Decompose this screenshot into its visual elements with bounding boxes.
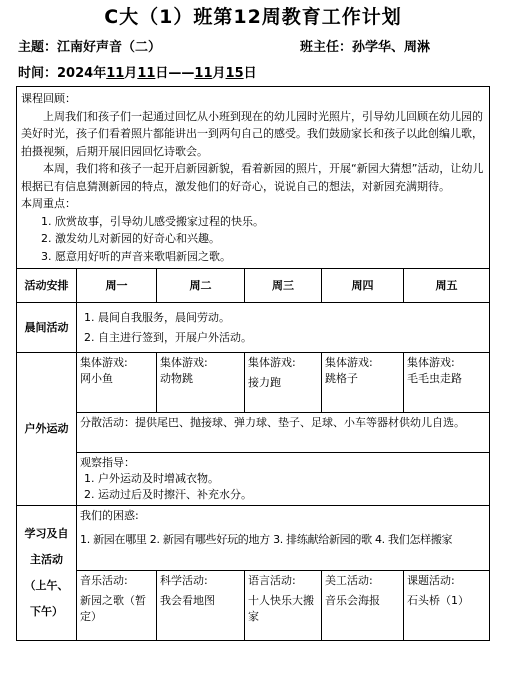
activity-name: 音乐会海报 — [325, 594, 380, 607]
theme-value: 江南好声音（二） — [57, 40, 162, 55]
study-label-line: 学习及自 — [24, 527, 69, 540]
game-cell-wednesday — [245, 353, 322, 413]
morning-item: 2. 自主进行签到，开展户外活动。 — [84, 330, 252, 344]
activity-type: 科学活动: — [160, 574, 208, 587]
review-heading: 课程回顾： — [21, 92, 76, 105]
time-month-end: 11 — [194, 66, 213, 81]
questions-heading: 我们的困惑: — [80, 509, 139, 522]
time-day-char-end: 日 — [243, 66, 257, 81]
activity-type: 课题活动: — [407, 574, 455, 587]
time-month-start: 11 — [106, 66, 125, 81]
plan-table — [16, 86, 490, 641]
game-type: 集体游戏: — [80, 356, 128, 369]
header-wednesday: 周三 — [245, 269, 322, 303]
study-label-line: 下午） — [30, 605, 63, 618]
header-thursday: 周四 — [322, 269, 404, 303]
questions-content — [77, 506, 490, 571]
outdoor-division-row — [17, 413, 490, 453]
study-activities-row — [17, 571, 490, 641]
game-type: 集体游戏: — [160, 356, 208, 369]
focus-item: 3. 愿意用好听的声音来歌唱新园之歌。 — [41, 249, 231, 263]
outdoor-label: 户外运动 — [17, 353, 77, 506]
header-tuesday: 周二 — [157, 269, 245, 303]
study-label-line: （上午、 — [24, 579, 69, 592]
activity-type: 音乐活动: — [80, 574, 128, 587]
study-cell-monday — [77, 571, 157, 641]
game-type: 集体游戏: — [325, 356, 373, 369]
review-row — [17, 87, 490, 269]
time-month-char-start: 月 — [124, 66, 138, 81]
game-name: 跳格子 — [325, 372, 358, 385]
questions-list: 1. 新园在哪里 2. 新园有哪些好玩的地方 3. 排练献给新园的歌 4. 我们怎样搬家 — [80, 533, 453, 546]
study-cell-tuesday — [157, 571, 245, 641]
theme-line — [18, 36, 161, 55]
study-questions-row — [17, 506, 490, 571]
time-line — [18, 62, 257, 81]
division-content: 分散活动：提供尾巴、抛接球、弹力球、垫子、足球、小车等器材供幼儿自选。 — [77, 413, 490, 453]
study-cell-friday — [404, 571, 490, 641]
time-year: 2024年 — [57, 66, 107, 81]
focus-heading: 本周重点： — [21, 197, 76, 210]
game-name: 接力跑 — [248, 376, 281, 389]
study-label-line: 主活动 — [30, 553, 63, 566]
study-label — [17, 506, 77, 641]
observe-item: 2. 运动过后及时擦汗、补充水分。 — [84, 488, 252, 501]
outdoor-games-row — [17, 353, 490, 413]
header-monday: 周一 — [77, 269, 157, 303]
time-label: 时间： — [18, 66, 58, 81]
activity-name: 我会看地图 — [160, 594, 215, 607]
review-para-1: 上周我们和孩子们一起通过回忆从小班到现在的幼儿园时光照片，引导幼儿回顾在幼儿园的美好时光，孩子们看着照片都能讲出一到两句自己的感受。我们鼓励家长和孩子以此创编儿歌，拍摄视频，后期开展旧园回忆诗歌会。 — [21, 109, 483, 158]
study-cell-thursday — [322, 571, 404, 641]
activity-type: 美工活动: — [325, 574, 373, 587]
activity-name: 十人快乐大搬家 — [248, 594, 314, 623]
game-name: 动物跳 — [160, 372, 193, 385]
review-cell — [17, 87, 490, 269]
morning-label: 晨间活动 — [17, 303, 77, 353]
game-cell-tuesday — [157, 353, 245, 413]
teacher-label: 班主任： — [300, 40, 353, 55]
header-friday: 周五 — [404, 269, 490, 303]
activity-name: 新园之歌（暂定） — [80, 594, 146, 623]
time-day-end: 15 — [225, 66, 244, 81]
focus-item: 1. 欣赏故事，引导幼儿感受搬家过程的快乐。 — [41, 214, 264, 228]
game-name: 毛毛虫走路 — [407, 372, 462, 385]
time-day-char-start: 日—— — [155, 66, 195, 81]
game-type: 集体游戏: — [248, 356, 296, 369]
study-cell-wednesday — [245, 571, 322, 641]
header-row — [17, 269, 490, 303]
game-cell-thursday — [322, 353, 404, 413]
time-month-char-end: 月 — [212, 66, 226, 81]
morning-item: 1. 晨间自我服务，晨间劳动。 — [84, 310, 230, 324]
time-day-start: 11 — [137, 66, 156, 81]
theme-label: 主题： — [18, 40, 58, 55]
focus-item: 2. 激发幼儿对新园的好奇心和兴趣。 — [41, 232, 220, 245]
outdoor-observe-row — [17, 453, 490, 506]
game-cell-friday — [404, 353, 490, 413]
game-type: 集体游戏: — [407, 356, 455, 369]
teacher-value: 孙学华、周淋 — [352, 40, 431, 55]
teacher-line — [300, 36, 430, 55]
review-para-2: 本周，我们将和孩子一起开启新园新貌，看着新园的照片，开展“新园大猜想”活动，让幼儿根据已有信息猜测新园的特点，激发他们的好奇心，说说自己的想法，对新园充满期待。 — [21, 162, 484, 193]
observe-item: 1. 户外运动及时增减衣物。 — [84, 472, 219, 485]
morning-row — [17, 303, 490, 353]
game-name: 网小鱼 — [80, 372, 113, 385]
header-activity: 活动安排 — [17, 269, 77, 303]
observe-heading: 观察指导： — [80, 456, 135, 469]
plan-title: C大（1）班第12周教育工作计划 — [104, 6, 402, 28]
activity-name: 石头桥（1） — [407, 594, 469, 607]
game-cell-monday — [77, 353, 157, 413]
activity-type: 语言活动: — [248, 574, 296, 587]
observe-content — [77, 453, 490, 506]
morning-content — [77, 303, 490, 353]
